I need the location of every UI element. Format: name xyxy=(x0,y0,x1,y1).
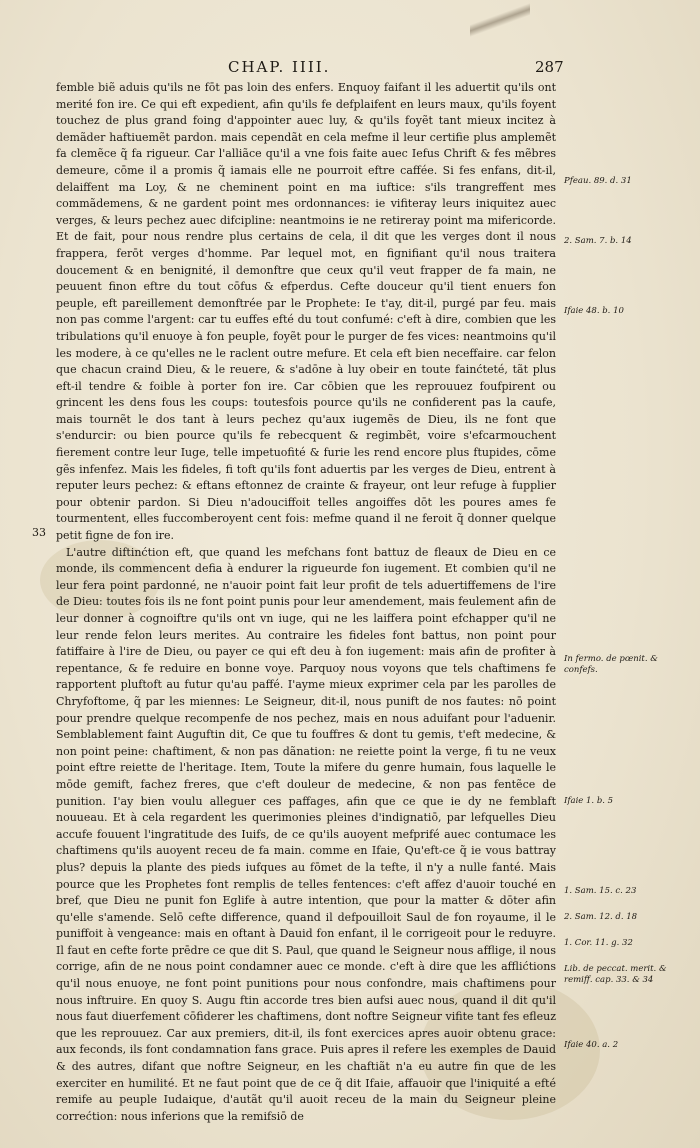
paragraph-1: femble biẽ aduis qu'ils ne fōt pas loin des enfers. Enquoy faifant il les aduertit qu'ils ont merité fon ire. Ce qui eft expedient, afin qu'ils fe defplaifent en leurs maux, qu'ils foyent touchez de plus grand foing d'appointer auec luy, & qu'ils foyẽt tant mieux incitez à demãder haftiuemẽt pardon. mais cependãt en cela mefme il leur certifie plus amplemẽt fa clemẽce q̃ fa rigueur. Car l'alliãce qu'il a vne fois faite auec Iefus Chrift & fes mẽbres demeure, cōme il a promis q̃ iamais elle ne pourroit eftre caffée. Si fes enfans, dit-il, delaiffent ma Loy, & ne cheminent point en ma iuftice: s'ils trangreffent mes commãdemens, & ne gardent point mes ordonnances: ie vifiteray leurs iniquitez auec verges, & leurs pechez auec difcipline: neantmoins ie ne retireray point ma mifericorde. Et de fait, pour nous rendre plus certains de cela, il dit que les verges dont il nous frappera, ferōt verges d'homme. Par lequel mot, en fignifiant qu'il nous traitera doucement & en benignité, il demonftre que ceux qu'il veut frapper de fa main, ne peuuent finon eftre du tout cōfus & efperdus. Cefte douceur qu'il tient enuers fon peuple, eft pareillement demonftrée par le Prophete: Ie t'ay, dit-il, purgé par feu. mais non pas comme l'argent: car tu euffes efté du tout confumé: c'eft à dire, combien que les tribulations qu'il enuoye à fon peuple, foyẽt pour le purger de fes vices: neantmoins qu'il les modere, à ce qu'elles ne le raclent outre mefure. Et cela eft bien neceffaire. car felon que chacun craind Dieu, & le reuere, & s'adōne à luy obeir en toute fainćteté, tãt plus eft-il tendre & foible à porter fon ire. Car cōbien que les reprouuez foufpirent ou grincent les dens fous les coups: toutesfois pource qu'ils ne confiderent pas la caufe, mais tournẽt le dos tant à leurs pechez qu'aux iugemẽs de Dieu, ils ne font que s'endurcir: ou bien pource qu'ils fe rebecquent & regimbẽt, voire s'efcarmouchent fierement contre leur Iuge, telle impetuofité & furie les rend encore plus ftupides, cōme gẽs infenfez. Mais les fideles, fi toft qu'ils font aduertis par les verges de Dieu, entrent à reputer leurs pechez: & eftans eftonnez de crainte & frayeur, ont leur refuge à fupplier pour obtenir pardon. Si Dieu n'adouciffoit telles angoiffes dōt les poures ames fe tourmentent, elles fuccomberoyent cent fois: mefme quand il ne feroit q̃ donner quelque petit figne de fon ire. xyxy=(56,81,556,543)
main-text-block xyxy=(56,80,556,1125)
running-header xyxy=(0,56,700,80)
page-number: 287 xyxy=(535,58,564,76)
margin-note: Ifaie 40. a. 2 xyxy=(564,1040,619,1050)
margin-note: Lib. de peccat. merit. & remiff. cap. 33. & 34 xyxy=(564,964,667,985)
paragraph-number: 33 xyxy=(32,526,46,539)
margin-note: 1. Sam. 15. c. 23 xyxy=(564,886,637,896)
chapter-heading: CHAP. IIII. xyxy=(228,58,331,76)
margin-note: In fermo. de pœnit. & confefs. xyxy=(564,654,658,675)
margin-note: Pfeau. 89. d. 31 xyxy=(564,176,632,186)
margin-note: Ifaie 1. b. 5 xyxy=(564,796,614,806)
page-tear xyxy=(470,0,530,40)
margin-note: 2. Sam. 12. d. 18 xyxy=(564,912,638,922)
margin-note: 2. Sam. 7. b. 14 xyxy=(564,236,632,246)
margin-notes xyxy=(560,80,680,1140)
margin-note: 1. Cor. 11. g. 32 xyxy=(564,938,633,948)
paragraph-2: L'autre diftinćtion eft, que quand les mefchans font battuz de fleaux de Dieu en ce monde, ils commencent defia à endurer la rigueurde fon iugement. Et combien qu'il ne leur fera point pardonné, ne n'auoir point fait leur profit de tels aduertiffemens de l'ire de Dieu: toutes fois ils ne font point punis pour leur amendement, mais feulement afin de leur donner à cognoiftre qu'ils ont vn iuge, qui ne les laiffera point efchapper qu'il ne leur rende felon leurs merites. Au contraire les fideles font battus, non point pour fatiffaire à l'ire de Dieu, ou payer ce qui eft deu à fon iugement: mais afin de profiter à repentance, & fe reduire en bonne voye. Parquoy nous voyons que tels chaftimens fe rapportent pluftoft au futur qu'au paffé. I'ayme mieux exprimer cela par les parolles de Chryfoftome, q̃ par les miennes: Le Seigneur, dit-il, nous punift de nos fautes: nō point pour prendre quelque recompenfe de nos pechez, mais en nous aduifant pour l'aduenir. Semblablement faint Auguftin dit, Ce que tu fouffres & dont tu gemis, t'eft medecine, & non point peine: chaftiment, & non pas dãnation: ne reiette point la verge, fi tu ne veux point eftre reiette de l'heritage. Item, Toute la mifere du genre humain, fous laquelle le mōde gemift, fachez freres, que c'eft douleur de medecine, & non pas fentẽce de punition. I'ay bien voulu alleguer ces paffages, afin que ce que ie dy ne femblaft nouueau. Et à cela regardent les querimonies pleines d'indignatiō, par lefquelles Dieu accufe fouuent l'ingratitude des Iuifs, de ce qu'ils auoyent mefprifé auec contumace les chaftimens qu'ils auoyent receu de fa main. comme en Ifaie, Qu'eft-ce q̃ ie vous battray plus? depuis la plante des pieds iufques au fōmet de la tefte, il n'y a nulle fanté. Mais pource que les Prophetes font remplis de telles fentences: c'eft affez d'auoir touché en bref, que Dieu ne punit fon Eglife à autre intention, que pour la matter & dōter afin qu'elle s'amende. Selō cefte difference, quand il defpouilloit Saul de fon royaume, il le puniffoit à vengeance: mais en oftant à Dauid fon enfant, il le corrigeoit pour le reduyre. Il faut en cefte forte prēdre ce que dit S. Paul, que quand le Seigneur nous afflige, il nous corrige, afin de ne nous point condamner auec ce monde. c'eft à dire que les afflićtions qu'il nous enuoye, ne font point punitions pour nous confondre, mais chaftimens pour nous inftruire. En quoy S. Augu ftin accorde tres bien aufsi auec nous, quand il dit qu'il nous faut diuerfement cōfiderer les chaftimens, dont noftre Seigneur vifite tant fes efleuz que les reprouuez. Car aux premiers, dit-il, ils font exercices apres auoir obtenu grace: aux feconds, ils font condamnation fans grace. Puis apres il refere les exemples de Dauid & des autres, difant que noftre Seigneur, en les chaftiãt n'a eu autre fin que de les exerciter en humilité. Et ne faut point que de ce q̃ dit Ifaie, affauoir que l'iniquité a efté remife au peuple Iudaique, d'autãt qu'il auoit receu de la main du Seigneur pleine correćtion: nous inferions que la remifsiō de xyxy=(56,545,556,1123)
margin-note: Ifaie 48. b. 10 xyxy=(564,306,624,316)
